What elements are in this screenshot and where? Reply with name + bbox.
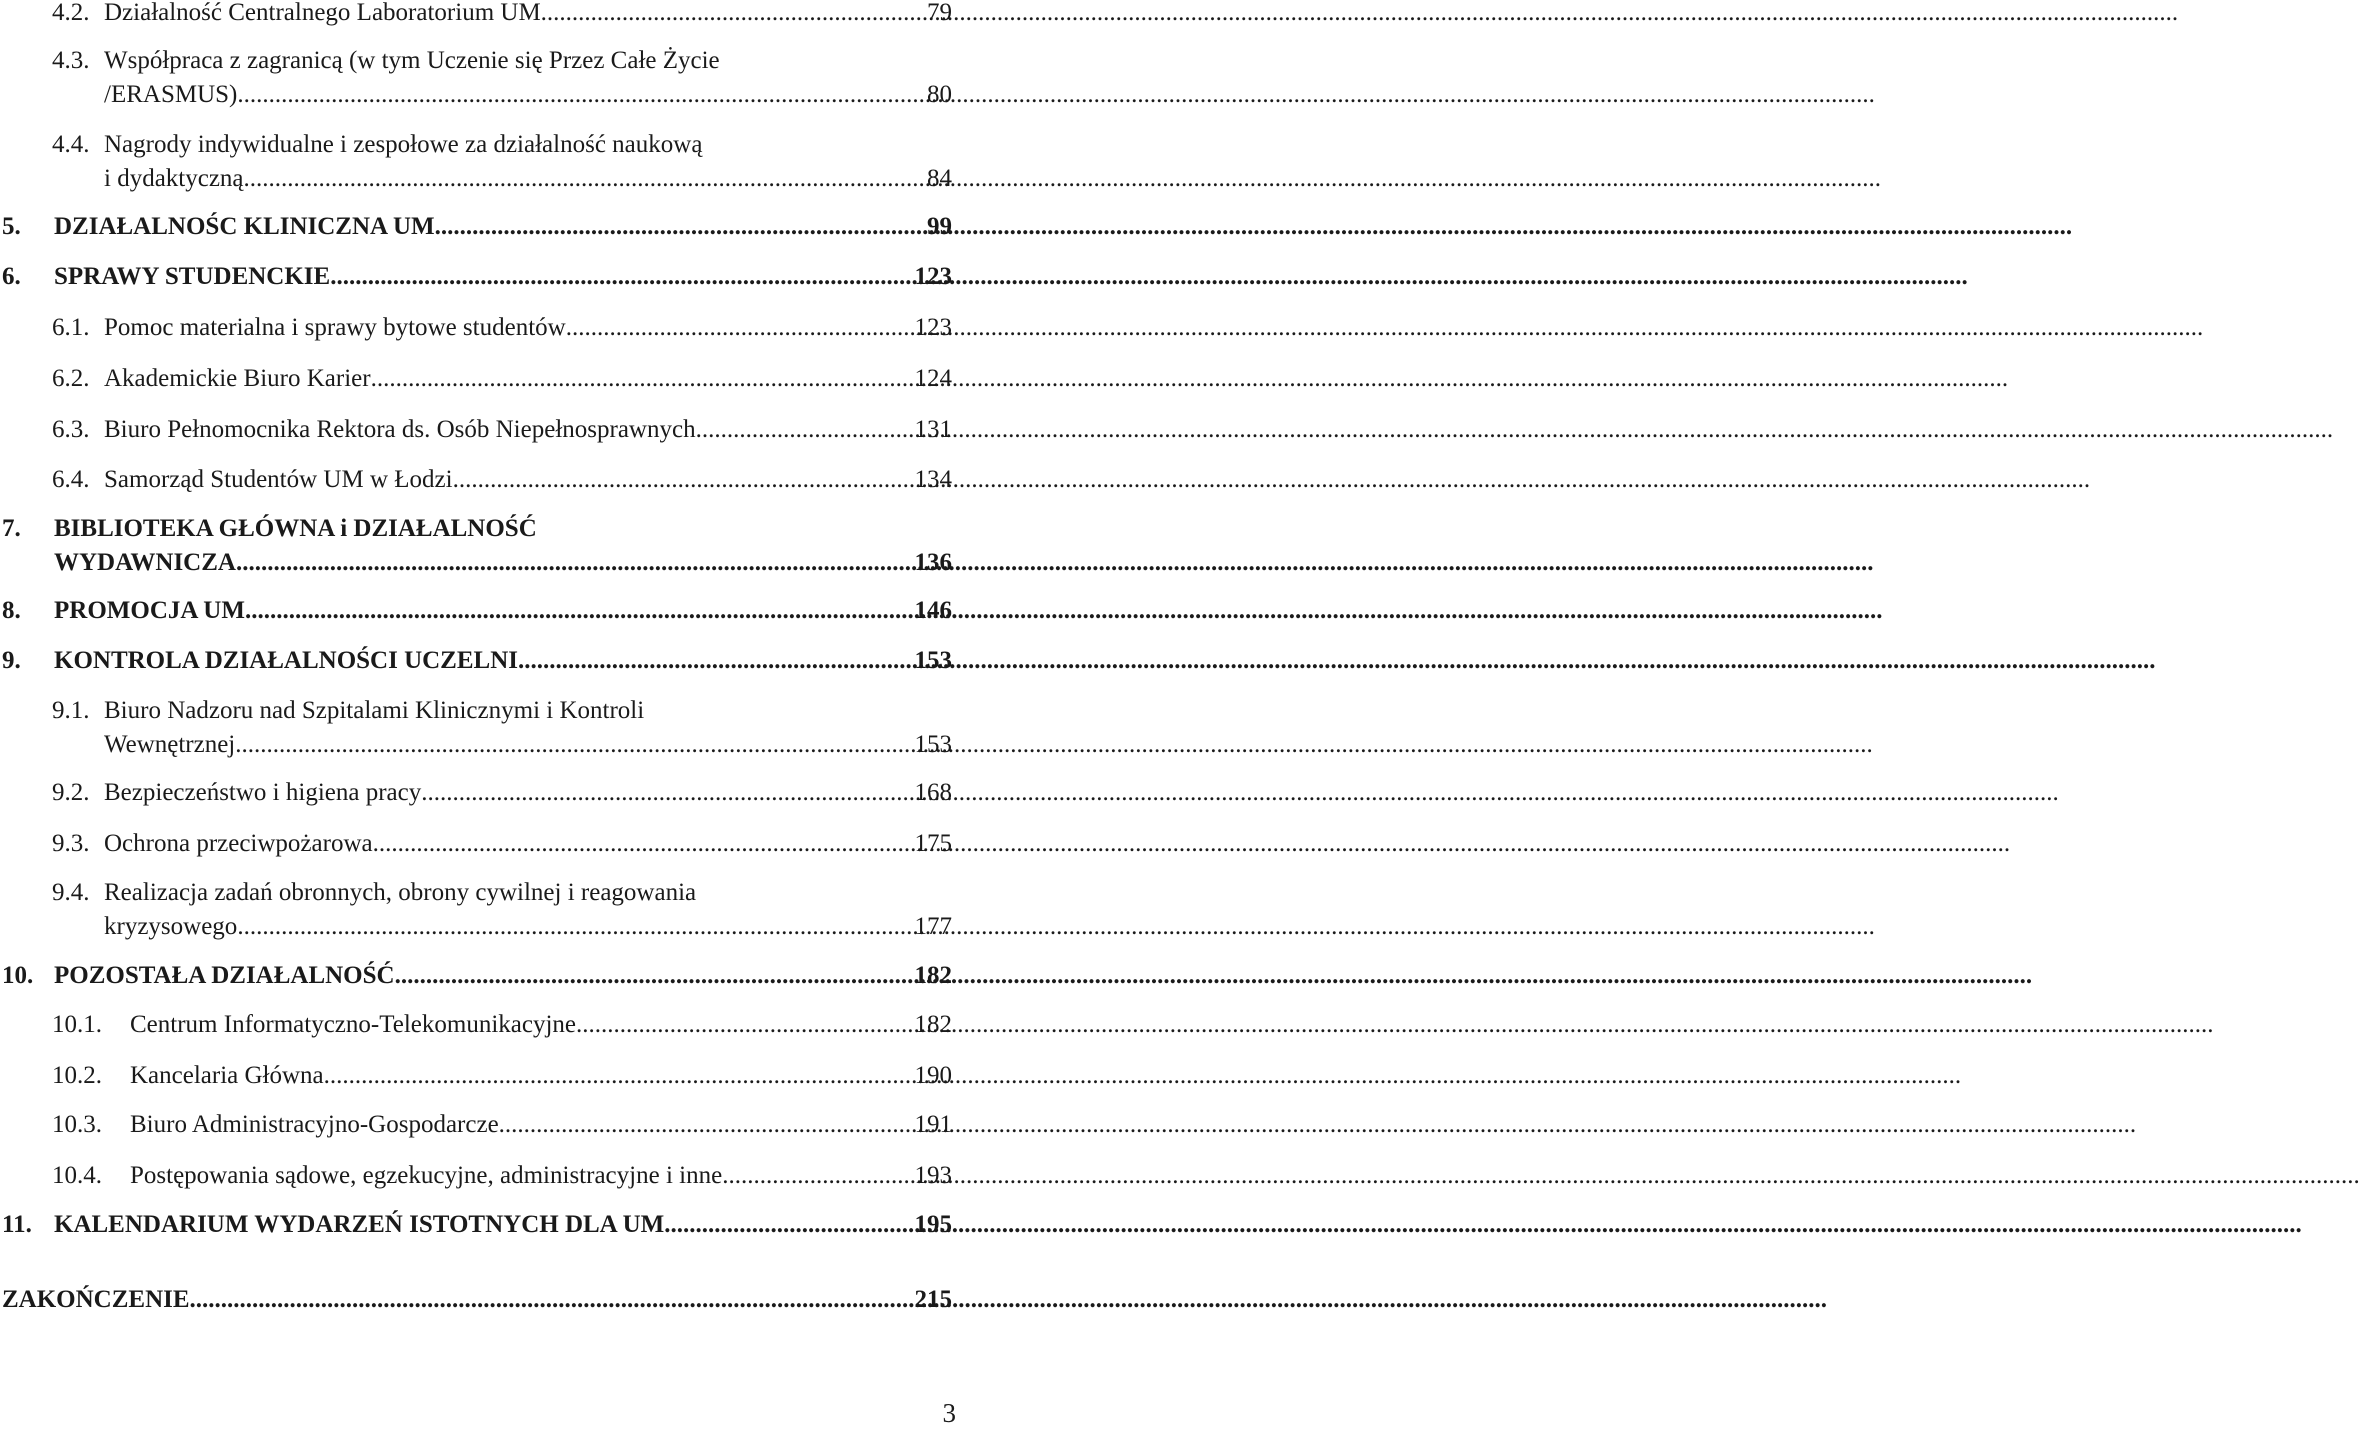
toc-entry — [52, 44, 952, 112]
toc-title: kryzysowego — [104, 913, 238, 940]
toc-entry — [52, 694, 952, 762]
toc-leader — [576, 1008, 909, 1042]
toc-number: 8. — [2, 597, 21, 624]
toc-number: 9.2. — [52, 779, 90, 806]
toc-title: Centrum Informatyczno-Telekomunikacyjne — [130, 1011, 577, 1038]
toc-entry — [52, 1059, 952, 1093]
toc-entry — [2, 1208, 952, 1242]
toc-title-line: Nagrody indywidualne i zespołowe za działalność naukową — [104, 131, 703, 158]
toc-leader — [664, 1208, 909, 1242]
toc-number: 5. — [2, 213, 21, 240]
toc-leader — [541, 0, 922, 30]
toc-page: 191 — [914, 1111, 952, 1138]
toc-page: 99 — [927, 213, 952, 240]
toc-leader — [696, 413, 910, 447]
toc-page: 153 — [914, 647, 952, 674]
toc-page: 195 — [914, 1211, 952, 1238]
toc-page: 190 — [914, 1062, 952, 1089]
toc-entry — [52, 311, 952, 345]
toc-leader — [236, 546, 910, 580]
toc-page: 193 — [914, 1162, 952, 1189]
toc-number: 6.2. — [52, 365, 90, 392]
toc-title: Biuro Administracyjno-Gospodarcze — [130, 1111, 499, 1138]
toc-leader — [499, 1108, 910, 1142]
toc-leader — [518, 644, 910, 678]
toc-number: 4.2. — [52, 0, 90, 26]
toc-title-line: Biuro Nadzoru nad Szpitalami Klinicznymi i Kontroli — [104, 697, 645, 724]
toc-title-line: Współpraca z zagranicą (w tym Uczenie się Przez Całe Życie — [104, 47, 720, 74]
toc-leader — [330, 260, 909, 294]
toc-leader — [244, 162, 922, 196]
toc-title: ZAKOŃCZENIE — [2, 1286, 190, 1313]
toc-page: 182 — [914, 962, 952, 989]
toc-entry — [52, 463, 952, 497]
toc-page: 79 — [927, 0, 952, 26]
toc-title: WYDAWNICZA — [54, 549, 236, 576]
toc-title: SPRAWY STUDENCKIE — [54, 263, 331, 290]
toc-leader — [566, 311, 910, 345]
toc-number: 6. — [2, 263, 21, 290]
toc-entry — [2, 594, 952, 628]
toc-leader — [324, 1059, 910, 1093]
toc-page: 134 — [914, 466, 952, 493]
toc-leader — [371, 362, 910, 396]
toc-page: 136 — [914, 549, 952, 576]
toc-leader — [245, 594, 910, 628]
toc-entry — [52, 0, 952, 30]
toc-entry — [52, 876, 952, 944]
toc-page: 153 — [914, 731, 952, 758]
toc-page: 80 — [927, 81, 952, 108]
toc-leader — [722, 1159, 909, 1193]
toc-entry — [2, 260, 952, 294]
toc-title: Akademickie Biuro Karier — [104, 365, 371, 392]
toc-number: 11. — [2, 1211, 32, 1238]
toc-leader — [421, 776, 909, 810]
toc-leader — [395, 959, 910, 993]
toc-number: 9.1. — [52, 697, 90, 724]
toc-page: 177 — [914, 913, 952, 940]
toc-title: /ERASMUS) — [104, 81, 238, 108]
toc-title: i dydaktyczną — [104, 165, 244, 192]
toc-page: 124 — [914, 365, 952, 392]
toc-title: Samorząd Studentów UM w Łodzi — [104, 466, 453, 493]
toc-page: 123 — [914, 314, 952, 341]
toc-entry — [52, 1159, 952, 1193]
toc-number: 9.3. — [52, 830, 90, 857]
toc-title: Pomoc materialna i sprawy bytowe studentów — [104, 314, 566, 341]
toc-title: POZOSTAŁA DZIAŁALNOŚĆ — [54, 962, 395, 989]
toc-page: 131 — [914, 416, 952, 443]
toc-page: 123 — [914, 263, 952, 290]
toc-entry — [52, 413, 952, 447]
toc-page: 84 — [927, 165, 952, 192]
toc-number: 6.3. — [52, 416, 90, 443]
toc-title: Ochrona przeciwpożarowa — [104, 830, 373, 857]
toc-number: 10.2. — [52, 1062, 102, 1089]
toc-leader — [237, 910, 909, 944]
toc-entry — [2, 644, 952, 678]
toc-title: Kancelaria Główna — [130, 1062, 324, 1089]
toc-title: KONTROLA DZIAŁALNOŚCI UCZELNI — [54, 647, 518, 674]
toc-title: Postępowania sądowe, egzekucyjne, administracyjne i inne — [130, 1162, 723, 1189]
toc-page: 182 — [914, 1011, 952, 1038]
toc-page: 215 — [914, 1286, 952, 1313]
page-number: 3 — [942, 1398, 956, 1428]
toc-number: 10.3. — [52, 1111, 102, 1138]
toc-leader — [453, 463, 910, 497]
toc-page: 175 — [914, 830, 952, 857]
toc-number: 7. — [2, 515, 21, 542]
toc-entry — [52, 1008, 952, 1042]
toc-entry — [2, 959, 952, 993]
toc-leader — [190, 1283, 910, 1317]
toc-number: 4.4. — [52, 131, 90, 158]
toc-entry — [52, 776, 952, 810]
toc-title: DZIAŁALNOŚC KLINICZNA UM — [54, 213, 435, 240]
toc-number: 10. — [2, 962, 34, 989]
toc-entry — [2, 210, 952, 244]
toc-number: 9. — [2, 647, 21, 674]
toc-number: 9.4. — [52, 879, 90, 906]
toc-number: 4.3. — [52, 47, 90, 74]
toc-number: 6.1. — [52, 314, 90, 341]
toc-entry — [52, 1108, 952, 1142]
toc-number: 6.4. — [52, 466, 90, 493]
toc-title: PROMOCJA UM — [54, 597, 245, 624]
toc-page: 146 — [914, 597, 952, 624]
toc-title: Wewnętrznej — [104, 731, 236, 758]
toc-entry — [2, 1283, 952, 1317]
toc-entry — [2, 512, 952, 580]
toc-entry — [52, 362, 952, 396]
toc-leader — [373, 827, 910, 861]
toc-leader — [435, 210, 922, 244]
toc-title: Działalność Centralnego Laboratorium UM — [104, 0, 541, 26]
toc-title: KALENDARIUM WYDARZEŃ ISTOTNYCH DLA UM — [54, 1211, 665, 1238]
toc-number: 10.1. — [52, 1011, 102, 1038]
toc-number: 10.4. — [52, 1162, 102, 1189]
toc-leader — [235, 728, 909, 762]
toc-page: 168 — [914, 779, 952, 806]
toc-entry — [52, 128, 952, 196]
toc-title-line: BIBLIOTEKA GŁÓWNA i DZIAŁALNOŚĆ — [54, 515, 537, 542]
toc-entry — [52, 827, 952, 861]
toc-title: Bezpieczeństwo i higiena pracy — [104, 779, 422, 806]
toc-leader — [237, 78, 922, 112]
toc-title-line: Realizacja zadań obronnych, obrony cywilnej i reagowania — [104, 879, 697, 906]
toc-title: Biuro Pełnomocnika Rektora ds. Osób Niepełnosprawnych — [104, 416, 696, 443]
